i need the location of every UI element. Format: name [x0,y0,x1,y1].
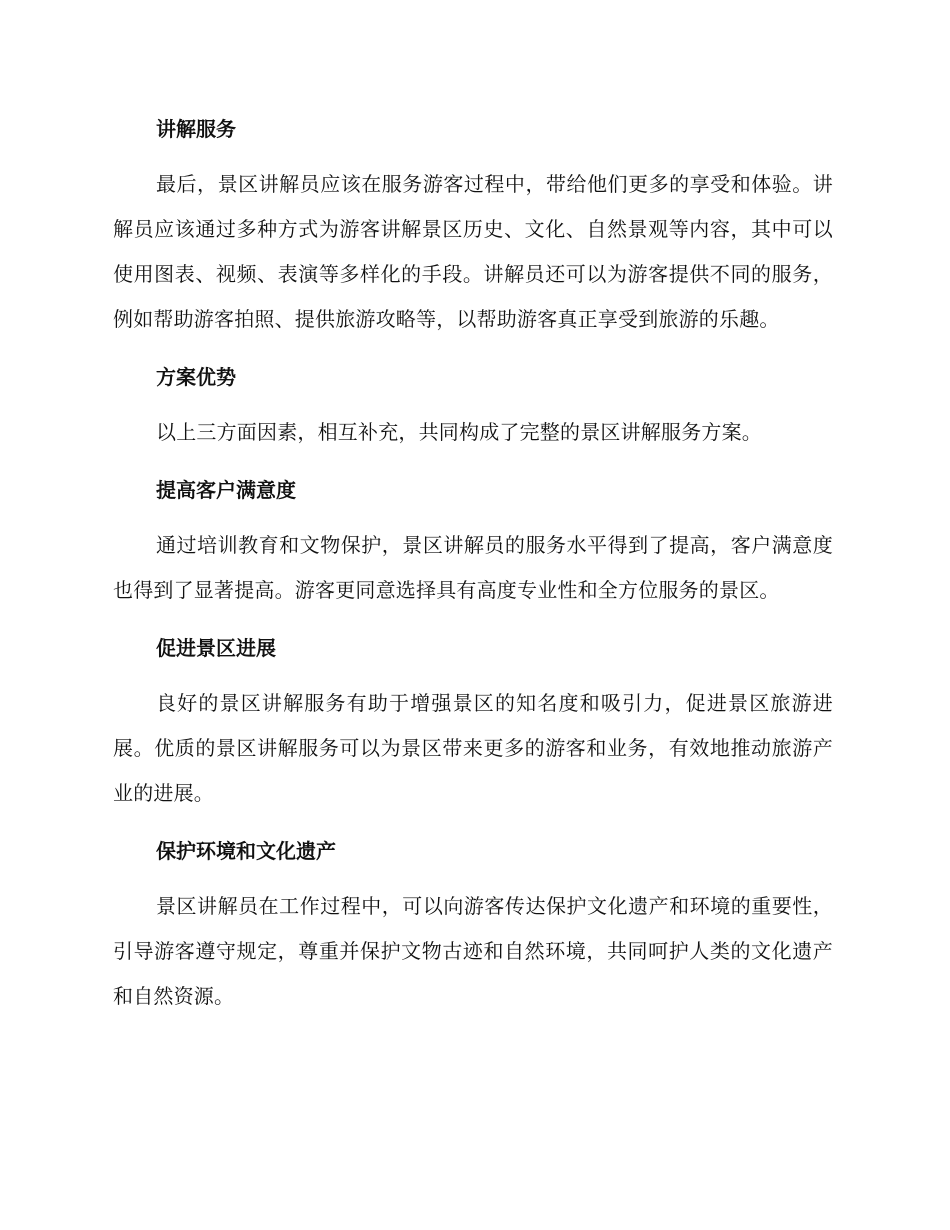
section-heading: 促进景区进展 [156,636,276,660]
section-customer-satisfaction [113,465,833,613]
section-heritage-protection [113,826,833,1019]
section-heading: 提高客户满意度 [156,478,296,502]
section-paragraph: 良好的景区讲解服务有助于增强景区的知名度和吸引力，促进景区旅游进展。优质的景区讲解服务可以为景区带来更多的游客和业务，有效地推动旅游产业的进展。 [113,691,833,805]
section-heading: 保护环境和文化遗产 [156,839,336,863]
section-paragraph: 通过培训教育和文物保护，景区讲解员的服务水平得到了提高，客户满意度也得到了显著提高。游客更同意选择具有高度专业性和全方位服务的景区。 [113,533,833,602]
section-paragraph: 最后，景区讲解员应该在服务游客过程中，带给他们更多的享受和体验。讲解员应该通过多种方式为游客讲解景区历史、文化、自然景观等内容，其中可以使用图表、视频、表演等多样化的手段。讲解员还可以为游客提供不同的服务，例如帮助游客拍照、提供旅游攻略等，以帮助游客真正享受到旅游的乐趣。 [113,172,833,331]
section-paragraph: 以上三方面因素，相互补充，共同构成了完整的景区讲解服务方案。 [156,420,762,444]
section-plan-advantage [113,352,833,455]
section-heading: 方案优势 [156,365,236,389]
section-guide-service [113,104,833,342]
section-paragraph: 景区讲解员在工作过程中，可以向游客传达保护文化遗产和环境的重要性，引导游客遵守规定，尊重并保护文物古迹和自然环境，共同呵护人类的文化遗产和自然资源。 [113,894,833,1008]
section-scenic-development [113,623,833,816]
section-heading: 讲解服务 [156,117,236,141]
document-content [113,104,833,1019]
